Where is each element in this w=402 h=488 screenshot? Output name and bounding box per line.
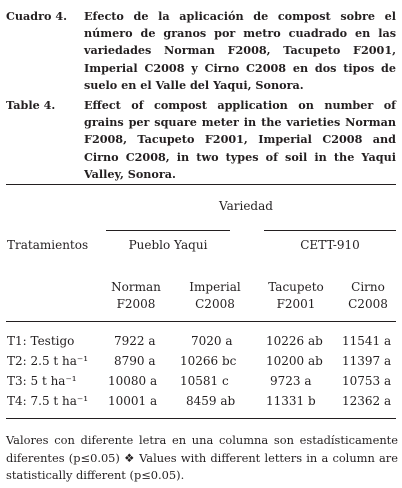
table-bottom-rule bbox=[6, 418, 396, 419]
table-cell: 10080 a bbox=[108, 374, 158, 388]
soil-1-rule bbox=[106, 230, 230, 231]
column-header-line1: Tacupeto bbox=[268, 280, 324, 294]
column-header-line2: C2008 bbox=[195, 297, 235, 311]
header-bottom-rule bbox=[6, 321, 396, 322]
table-cell: 10753 a bbox=[342, 374, 392, 388]
soil-2-rule bbox=[264, 230, 396, 231]
header-variety: Variedad bbox=[219, 199, 273, 213]
column-header-line1: Imperial bbox=[189, 280, 241, 294]
header-soil-cett-910: CETT-910 bbox=[300, 238, 360, 252]
table-cell: 10581 c bbox=[180, 374, 229, 388]
caption-spanish bbox=[6, 8, 396, 94]
caption-english-label: Table 4. bbox=[6, 98, 56, 112]
table-cell: 8459 ab bbox=[186, 394, 236, 408]
row-treatment: T2: 2.5 t ha⁻¹ bbox=[7, 354, 89, 368]
table-top-rule bbox=[6, 184, 396, 185]
column-header-line2: F2008 bbox=[116, 297, 156, 311]
column-header-line1: Cirno bbox=[351, 280, 385, 294]
row-treatment: T4: 7.5 t ha⁻¹ bbox=[7, 394, 89, 408]
table-cell: 7922 a bbox=[114, 334, 156, 348]
table-cell: 10226 ab bbox=[266, 334, 323, 348]
caption-english bbox=[6, 97, 396, 183]
table-cell: 11331 b bbox=[266, 394, 316, 408]
table-cell: 10001 a bbox=[108, 394, 158, 408]
table-cell: 11397 a bbox=[342, 354, 392, 368]
table-cell: 11541 a bbox=[342, 334, 392, 348]
column-header-line2: F2001 bbox=[276, 297, 316, 311]
caption-spanish-label: Cuadro 4. bbox=[6, 9, 68, 23]
table-cell: 10266 bc bbox=[180, 354, 237, 368]
row-treatment: T1: Testigo bbox=[7, 334, 75, 348]
table-cell: 10200 ab bbox=[266, 354, 323, 368]
table-footnote: Valores con diferente letra en una columna son estadísticamente diferentes (p≤0.05) ❖ Values with different letters in a column are statistically different (p≤0.05). bbox=[6, 433, 398, 482]
column-header-line1: Norman bbox=[111, 280, 161, 294]
row-treatment: T3: 5 t ha⁻¹ bbox=[7, 374, 77, 388]
header-treatments: Tratamientos bbox=[7, 238, 89, 252]
column-header-line2: C2008 bbox=[348, 297, 388, 311]
table-cell: 9723 a bbox=[270, 374, 312, 388]
table-cell: 12362 a bbox=[342, 394, 392, 408]
table-cell: 7020 a bbox=[191, 334, 233, 348]
header-soil-pueblo-yaqui: Pueblo Yaqui bbox=[128, 238, 208, 252]
table-cell: 8790 a bbox=[114, 354, 156, 368]
caption-english-text: Effect of compost application on number of grains per square meter in the varieties Norman F2008, Tacupeto F2001, Imperial C2008 and Cirno C2008, in two types of soil in the Yaqui Valley, Sonora. bbox=[84, 98, 396, 181]
caption-spanish-text: Efecto de la aplicación de compost sobre el número de granos por metro cuadrado en las variedades Norman F2008, Tacupeto F2001, Imperial C2008 y Cirno C2008 en dos tipos de suelo en el Valle del Yaqui, Sonora. bbox=[84, 9, 396, 92]
